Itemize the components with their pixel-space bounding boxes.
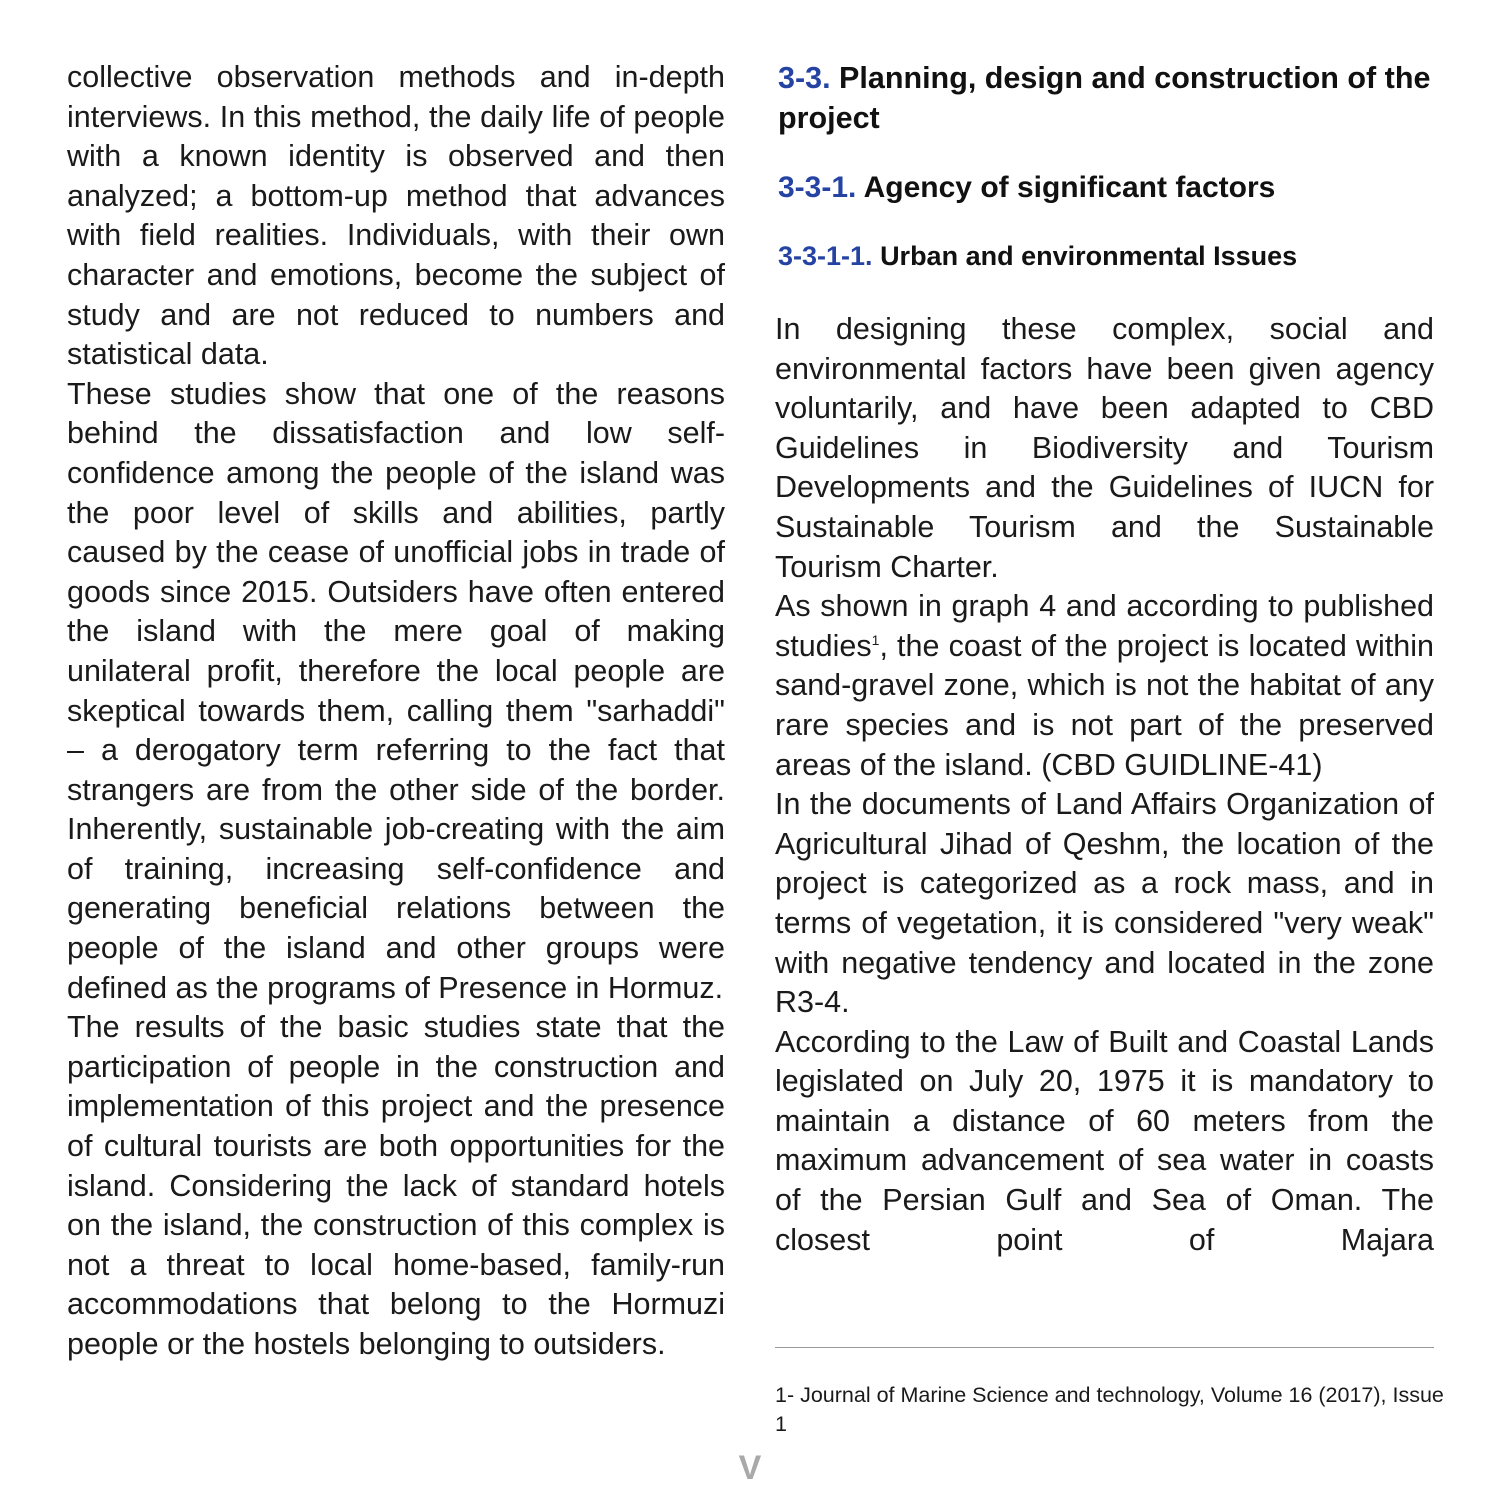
right-body-text <box>775 310 1434 1260</box>
section-title: Planning, design and construction of the project <box>778 61 1431 135</box>
left-paragraph-3: The results of the basic studies state that the participation of people in the construction and implementation of this project and the presence of cultural tourists are both opportunities for the island. Considering the lack of standard hotels on the island, the construction of this complex is not a threat to local home-based, family-run accommodations that belong to the Hormuzi people or the hostels belonging to outsiders. <box>67 1010 725 1361</box>
right-paragraph-2-start: As shown in graph 4 and according to published studies <box>775 589 1434 663</box>
right-paragraph-2-end: , the coast of the project is located within sand-gravel zone, which is not the habitat of any rare species and is not part of the preserved areas of the island. (CBD GUIDLINE-41) <box>775 628 1434 782</box>
section-heading-3-3-1-1 <box>778 238 1434 274</box>
page-marker: V <box>738 1449 762 1487</box>
right-paragraph-1: In designing these complex, social and environmental factors have been given agency voluntarily, and have been adapted to CBD Guidelines in Biodiversity and Tourism Developments and the Guidelines of IUCN for Sustainable Tourism and the Sustainable Tourism Charter. <box>775 312 1434 584</box>
left-paragraph-2: These studies show that one of the reasons behind the dissatisfaction and low self-confidence among the people of the island was the poor level of skills and abilities, partly caused by the cease of unofficial jobs in trade of goods since 2015. Outsiders have often entered the island with the mere goal of making unilateral profit, therefore the local people are skeptical towards them, calling them "sarhaddi" – a derogatory term referring to the fact that strangers are from the other side of the border. Inherently, sustainable job-creating with the aim of training, increasing self-confidence and generating beneficial relations between the people of the island and other groups were defined as the programs of Presence in Hormuz. <box>67 376 725 1005</box>
section-number: 3-3. <box>778 61 831 95</box>
left-paragraph-1: collective observation methods and in-depth interviews. In this method, the daily life of people with a known identity is observed and then analyzed; a bottom-up method that advances with field realities. Individuals, with their own character and emotions, become the subject of study and are not reduced to numbers and statistical data. <box>67 60 725 372</box>
right-column <box>775 58 1434 1260</box>
footnote: 1- Journal of Marine Science and technology, Volume 16 (2017), Issue 1 <box>775 1383 1444 1436</box>
right-paragraph-4: According to the Law of Built and Coastal Lands legislated on July 20, 1975 it is mandatory to maintain a distance of 60 meters from the maximum advancement of sea water in coasts of the Persian Gulf and Sea of Oman. The closest point of Majara <box>775 1024 1434 1257</box>
left-column <box>67 58 725 1365</box>
right-paragraph-3: In the documents of Land Affairs Organization of Agricultural Jihad of Qeshm, the location of the project is categorized as a rock mass, and in terms of vegetation, it is considered "very weak" with negative tendency and located in the zone R3-4. <box>775 787 1434 1020</box>
subsection-title: Agency of significant factors <box>863 171 1276 204</box>
footnote-reference[interactable]: 1 <box>871 631 880 648</box>
subsection-number: 3-3-1. <box>778 171 857 204</box>
section-heading-3-3-1 <box>778 168 1434 208</box>
section-heading-3-3 <box>778 58 1434 138</box>
right-paragraph-2 <box>775 587 1434 785</box>
footnote-divider <box>775 1347 1434 1348</box>
subsubsection-number: 3-3-1-1. <box>778 241 873 271</box>
subsubsection-title: Urban and environmental Issues <box>880 241 1298 271</box>
